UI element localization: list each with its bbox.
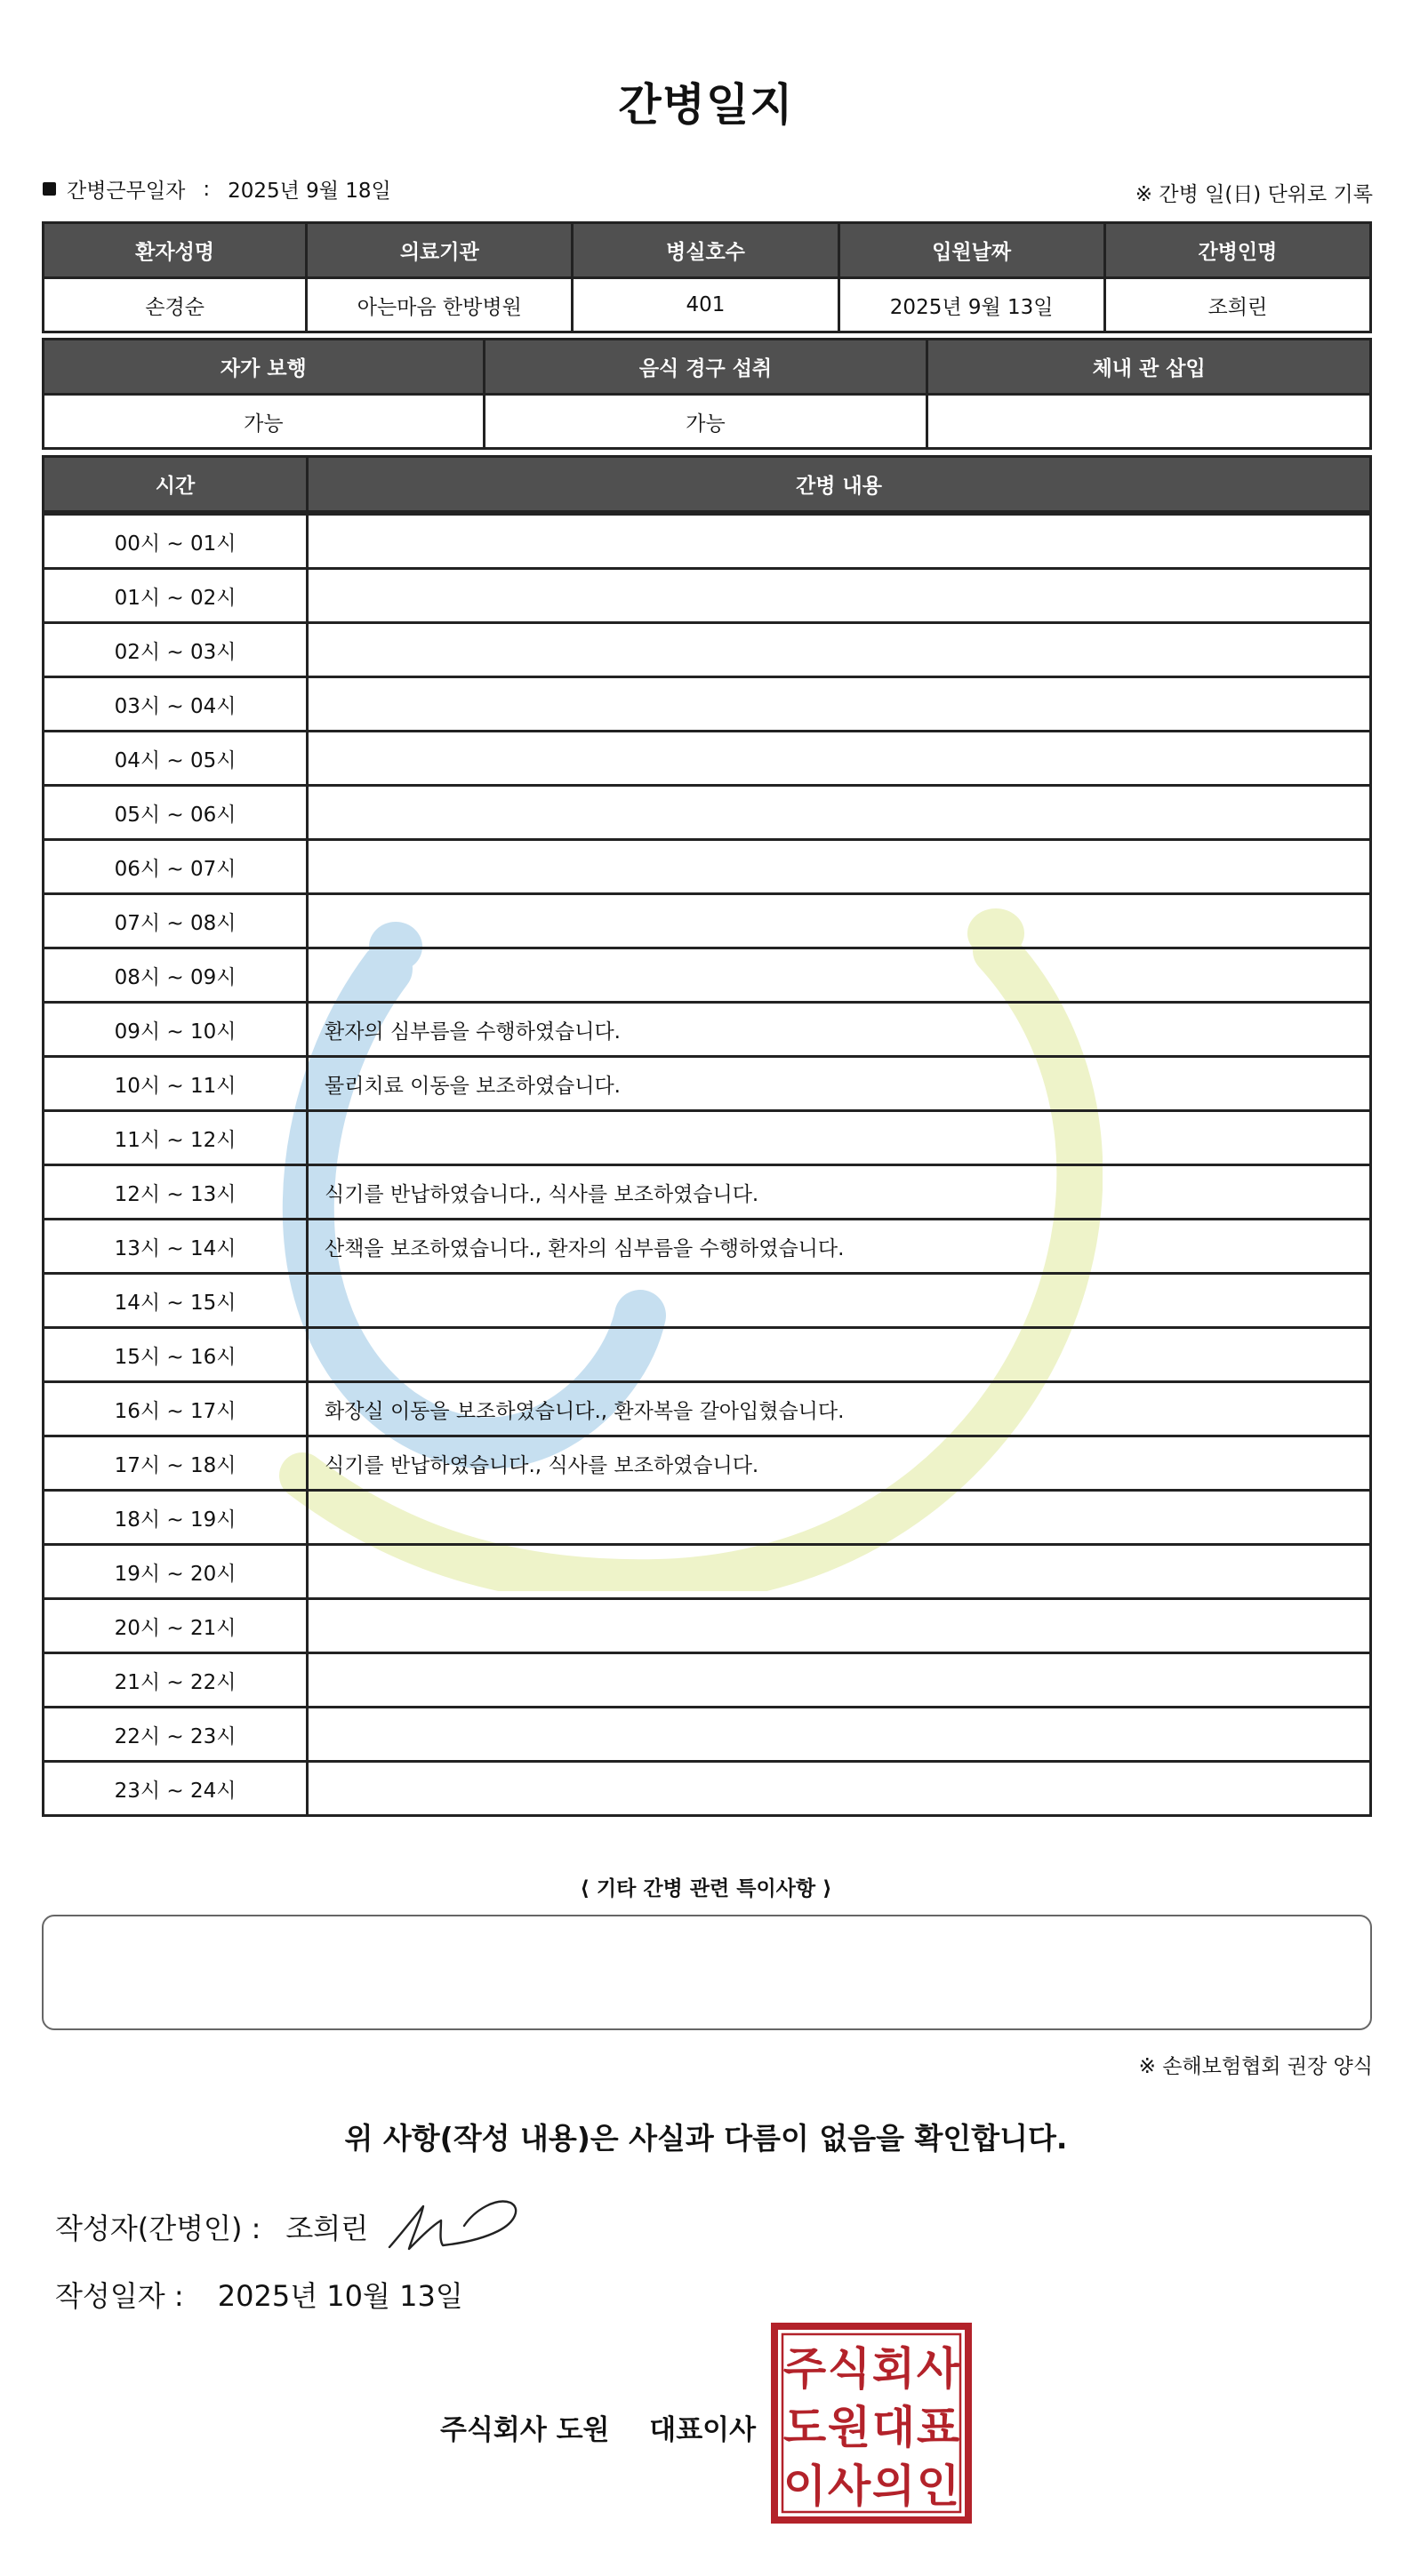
form-source-note: ※ 손해보험협회 권장 양식: [1138, 2055, 1373, 2078]
header-caregiver-name: 간병인명: [1106, 221, 1372, 279]
log-row-content: 화장실 이동을 보조하였습니다., 환자복을 갈아입혔습니다.: [309, 1383, 1372, 1437]
log-row-time: 09시 ~ 10시: [42, 1004, 309, 1058]
company-title: 대표이사: [649, 2414, 757, 2446]
log-row: [42, 1004, 1372, 1058]
header-patient-name: 환자성명: [42, 221, 308, 279]
log-row-time: 02시 ~ 03시: [42, 624, 309, 678]
log-row-time: 22시 ~ 23시: [42, 1708, 309, 1763]
log-row-time: 01시 ~ 02시: [42, 570, 309, 624]
written-date-value: 2025년 10월 13일: [217, 2279, 463, 2313]
log-row: [42, 732, 1372, 787]
handwritten-signature: [382, 2196, 525, 2258]
log-row-time: 20시 ~ 21시: [42, 1600, 309, 1654]
header-care-content: 간병 내용: [309, 455, 1372, 513]
svg-text:인: 인: [916, 2460, 960, 2512]
header-self-walking: 자가 보행: [42, 338, 485, 396]
log-row-time: 13시 ~ 14시: [42, 1220, 309, 1275]
hospital-name: 아는마음 한방병원: [308, 279, 574, 333]
svg-text:원: 원: [827, 2402, 871, 2453]
log-row: [42, 1383, 1372, 1437]
log-row: [42, 1329, 1372, 1383]
log-row-content: [309, 1708, 1372, 1763]
log-row: [42, 513, 1372, 570]
patient-info-table: [42, 221, 1372, 333]
daily-record-note: ※ 간병 일(日) 단위로 기록: [1135, 183, 1373, 206]
log-row: [42, 1546, 1372, 1600]
header-tube-insertion: 체내 관 삽입: [928, 338, 1372, 396]
special-notes-title: ⟨ 기타 간병 관련 특이사항 ⟩: [580, 1877, 832, 1900]
special-notes-box: [42, 1915, 1372, 2030]
confirmation-statement: 위 사항(작성 내용)은 사실과 다름이 없음을 확인합니다.: [344, 2121, 1068, 2156]
log-row: [42, 1654, 1372, 1708]
log-row-time: 07시 ~ 08시: [42, 895, 309, 949]
svg-text:의: 의: [871, 2460, 916, 2512]
admission-date: 2025년 9월 13일: [840, 279, 1106, 333]
log-row-content: [309, 949, 1372, 1004]
header-hospital: 의료기관: [308, 221, 574, 279]
header-oral-intake: 음식 경구 섭취: [485, 338, 929, 396]
log-row: [42, 1763, 1372, 1817]
svg-text:대: 대: [871, 2402, 916, 2453]
work-date: [43, 174, 391, 204]
svg-text:회: 회: [871, 2343, 916, 2395]
log-row-content: [309, 1112, 1372, 1166]
work-date-value: 2025년 9월 18일: [228, 180, 391, 203]
log-row-time: 11시 ~ 12시: [42, 1112, 309, 1166]
written-date-label: 작성일자 :: [55, 2279, 184, 2313]
writer-name: 조희린: [285, 2212, 369, 2245]
svg-text:사: 사: [827, 2460, 871, 2512]
log-row-time: 03시 ~ 04시: [42, 678, 309, 732]
svg-text:도: 도: [782, 2402, 827, 2453]
log-row: [42, 1600, 1372, 1654]
tube-insertion-value: [928, 396, 1372, 450]
oral-intake-value: 가능: [485, 396, 929, 450]
svg-text:이: 이: [782, 2460, 827, 2512]
log-row-time: 19시 ~ 20시: [42, 1546, 309, 1600]
log-row-content: 물리치료 이동을 보조하였습니다.: [309, 1058, 1372, 1112]
work-date-label: 간병근무일자: [67, 180, 186, 203]
log-row-time: 14시 ~ 15시: [42, 1275, 309, 1329]
work-date-separator: :: [203, 177, 211, 201]
log-row-time: 21시 ~ 22시: [42, 1654, 309, 1708]
log-row-time: 00시 ~ 01시: [42, 513, 309, 570]
svg-text:식: 식: [827, 2343, 871, 2395]
log-row-time: 06시 ~ 07시: [42, 841, 309, 895]
room-number: 401: [574, 279, 839, 333]
log-row: [42, 678, 1372, 732]
log-row: [42, 1275, 1372, 1329]
header-admission-date: 입원날짜: [840, 221, 1106, 279]
company-name: 주식회사 도원: [440, 2414, 610, 2446]
log-row-time: 12시 ~ 13시: [42, 1166, 309, 1220]
log-row-content: 식기를 반납하였습니다., 식사를 보조하였습니다.: [309, 1437, 1372, 1492]
writer-label: 작성자(간병인) :: [55, 2212, 261, 2245]
written-date-line: [55, 2274, 463, 2315]
log-row: [42, 1112, 1372, 1166]
log-row-time: 05시 ~ 06시: [42, 787, 309, 841]
log-row-content: [309, 895, 1372, 949]
log-row-content: [309, 732, 1372, 787]
log-row-time: 10시 ~ 11시: [42, 1058, 309, 1112]
log-row: [42, 1220, 1372, 1275]
log-row: [42, 1166, 1372, 1220]
log-row: [42, 787, 1372, 841]
log-row-content: [309, 1763, 1372, 1817]
log-row: [42, 1058, 1372, 1112]
log-row-content: [309, 570, 1372, 624]
log-row-content: [309, 1600, 1372, 1654]
log-row: [42, 1708, 1372, 1763]
log-row-content: [309, 1654, 1372, 1708]
log-row-content: [309, 1275, 1372, 1329]
self-walking-value: 가능: [42, 396, 485, 450]
hourly-care-log-table: [42, 455, 1372, 1817]
document-title: 간병일지: [618, 79, 794, 131]
log-row-content: [309, 1546, 1372, 1600]
caregiver-name: 조희린: [1106, 279, 1372, 333]
patient-status-table: [42, 338, 1372, 450]
svg-text:사: 사: [916, 2343, 960, 2395]
log-row-content: [309, 678, 1372, 732]
company-seal-stamp: [770, 2322, 973, 2524]
log-row-content: 산책을 보조하였습니다., 환자의 심부름을 수행하였습니다.: [309, 1220, 1372, 1275]
square-bullet-icon: [43, 182, 56, 196]
log-row-time: 15시 ~ 16시: [42, 1329, 309, 1383]
log-row: [42, 841, 1372, 895]
log-row-time: 04시 ~ 05시: [42, 732, 309, 787]
log-row-content: [309, 1492, 1372, 1546]
header-room-number: 병실호수: [574, 221, 839, 279]
log-row-time: 16시 ~ 17시: [42, 1383, 309, 1437]
log-row-content: [309, 841, 1372, 895]
log-row-content: 식기를 반납하였습니다., 식사를 보조하였습니다.: [309, 1166, 1372, 1220]
company-signature-line: [440, 2407, 756, 2447]
log-row: [42, 949, 1372, 1004]
log-row: [42, 895, 1372, 949]
log-row-content: [309, 513, 1372, 570]
log-row: [42, 624, 1372, 678]
log-row-content: 환자의 심부름을 수행하였습니다.: [309, 1004, 1372, 1058]
patient-name: 손경순: [42, 279, 308, 333]
log-row-time: 08시 ~ 09시: [42, 949, 309, 1004]
log-row-time: 17시 ~ 18시: [42, 1437, 309, 1492]
log-row: [42, 570, 1372, 624]
log-row-content: [309, 787, 1372, 841]
log-row-content: [309, 624, 1372, 678]
svg-text:주: 주: [782, 2343, 827, 2395]
header-time: 시간: [42, 455, 309, 513]
svg-text:표: 표: [916, 2402, 960, 2453]
log-row-content: [309, 1329, 1372, 1383]
log-row-time: 18시 ~ 19시: [42, 1492, 309, 1546]
writer-line: [55, 2206, 368, 2247]
log-row: [42, 1437, 1372, 1492]
log-row: [42, 1492, 1372, 1546]
log-row-time: 23시 ~ 24시: [42, 1763, 309, 1817]
